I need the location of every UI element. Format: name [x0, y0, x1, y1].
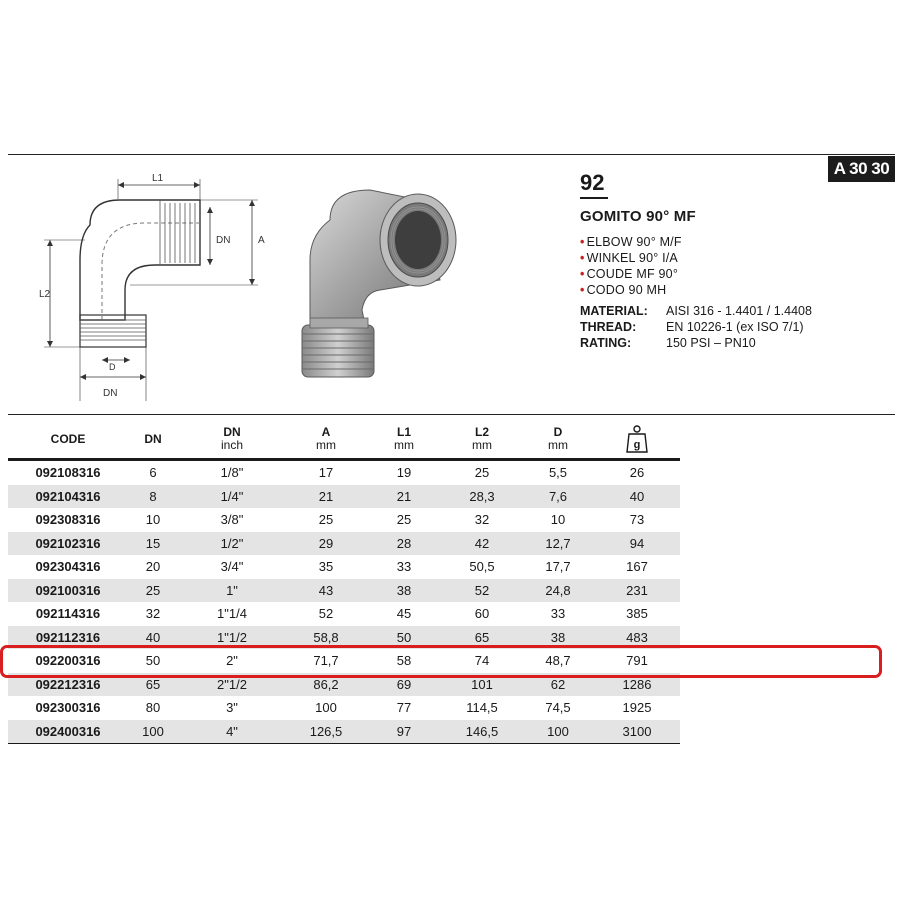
table-row — [8, 485, 680, 509]
table-row — [8, 460, 680, 485]
bullet-icon: • — [580, 251, 585, 265]
spec-thread: THREAD: EN 10226-1 (ex ISO 7/1) — [580, 320, 804, 334]
cell-code: 092112316 — [8, 626, 128, 650]
table-cell: 73 — [629, 512, 645, 528]
table-cell: 58 — [396, 653, 412, 669]
table-cell: 80 — [145, 700, 161, 716]
table-cell: 25 — [396, 512, 412, 528]
translation-item: • WINKEL 90° I/A — [580, 251, 678, 265]
label-l1: L1 — [152, 173, 164, 184]
table-cell: 74,5 — [545, 700, 571, 716]
weight-icon — [626, 424, 648, 454]
table-cell: 5,5 — [548, 465, 568, 481]
svg-text:g: g — [633, 439, 641, 451]
header-code: CODE — [50, 431, 86, 446]
table-cell: 8 — [128, 485, 178, 509]
table-cell: 1/8" — [220, 465, 244, 481]
table-cell: 32 — [474, 512, 490, 528]
table-row — [8, 720, 680, 744]
header-weight — [594, 420, 680, 460]
header-dn-inch: DN inch — [220, 425, 243, 452]
table-cell: 100 — [128, 720, 178, 744]
table-cell: 3/8" — [220, 512, 244, 528]
top-rule — [8, 154, 895, 155]
table-header-row — [8, 420, 680, 460]
product-photo — [290, 180, 480, 390]
cell-code: 092300316 — [35, 700, 101, 716]
cell-code: 092114316 — [35, 606, 101, 622]
mid-rule — [8, 414, 895, 415]
table-cell: 77 — [396, 700, 412, 716]
table-cell: 43 — [286, 579, 366, 603]
dimensions-table — [8, 420, 680, 744]
table-cell: 71,7 — [313, 653, 339, 669]
translation-item: • CODO 90 MH — [580, 283, 667, 297]
table-cell: 3/4" — [220, 559, 244, 575]
table-cell: 19 — [396, 465, 412, 481]
table-cell: 21 — [366, 485, 442, 509]
bullet-icon: • — [580, 235, 585, 249]
table-cell: 100 — [315, 700, 337, 716]
table-body — [8, 460, 680, 744]
table-cell: 7,6 — [522, 485, 594, 509]
table-cell: 1/2" — [178, 532, 286, 556]
table-cell: 38 — [522, 626, 594, 650]
table-cell: 25 — [128, 579, 178, 603]
table-cell: 52 — [442, 579, 522, 603]
table-cell: 48,7 — [545, 653, 571, 669]
table-cell: 2" — [226, 653, 238, 669]
translation-item: • ELBOW 90° M/F — [580, 235, 682, 249]
table-cell: 65 — [442, 626, 522, 650]
table-cell: 86,2 — [286, 673, 366, 697]
cell-code: 092108316 — [35, 465, 101, 481]
header-d: D mm — [548, 425, 568, 452]
product-number: 92 — [580, 170, 605, 195]
table-row — [8, 649, 680, 673]
cell-code: 092304316 — [35, 559, 101, 575]
table-cell: 385 — [626, 606, 648, 622]
table-cell: 25 — [474, 465, 490, 481]
table-cell: 33 — [396, 559, 412, 575]
table-cell: 231 — [594, 579, 680, 603]
table-cell: 1"1/2 — [178, 626, 286, 650]
table-cell: 2"1/2 — [178, 673, 286, 697]
table-cell: 69 — [366, 673, 442, 697]
table-cell: 12,7 — [522, 532, 594, 556]
table-cell: 62 — [522, 673, 594, 697]
cell-code: 092200316 — [35, 653, 101, 669]
table-cell: 17,7 — [545, 559, 571, 575]
label-l2: L2 — [39, 289, 51, 300]
translation-item: • COUDE MF 90° — [580, 267, 679, 281]
table-cell: 50,5 — [469, 559, 495, 575]
table-cell: 28 — [366, 532, 442, 556]
table-cell: 3" — [226, 700, 238, 716]
table-cell: 146,5 — [442, 720, 522, 744]
product-number-underline — [580, 197, 608, 199]
table-cell: 28,3 — [442, 485, 522, 509]
cell-code: 092400316 — [8, 720, 128, 744]
table-cell: 94 — [594, 532, 680, 556]
table-cell: 60 — [474, 606, 490, 622]
table-row — [8, 555, 680, 579]
label-dn-bottom: DN — [103, 388, 118, 399]
table-cell: 167 — [626, 559, 648, 575]
table-cell: 6 — [149, 465, 157, 481]
table-cell: 1925 — [622, 700, 652, 716]
header-dn: DN — [144, 431, 162, 446]
table-cell: 114,5 — [466, 700, 498, 716]
table-cell: 25 — [318, 512, 334, 528]
cell-code: 092100316 — [8, 579, 128, 603]
table-cell: 74 — [474, 653, 490, 669]
table-cell: 1" — [178, 579, 286, 603]
table-cell: 33 — [550, 606, 566, 622]
header-l2: L2 mm — [472, 425, 492, 452]
table-cell: 100 — [522, 720, 594, 744]
table-cell: 17 — [318, 465, 334, 481]
cell-code: 092104316 — [8, 485, 128, 509]
table-cell: 29 — [286, 532, 366, 556]
spec-material: MATERIAL: AISI 316 - 1.4401 / 1.4408 — [580, 304, 812, 318]
table-cell: 21 — [286, 485, 366, 509]
table-cell: 15 — [128, 532, 178, 556]
product-name: GOMITO 90° MF — [580, 208, 696, 225]
header-l1: L1 mm — [394, 425, 414, 452]
table-cell: 126,5 — [286, 720, 366, 744]
table-cell: 10 — [145, 512, 161, 528]
table-row — [8, 626, 680, 650]
table-cell: 58,8 — [286, 626, 366, 650]
table-cell: 20 — [145, 559, 161, 575]
cell-code: 092212316 — [8, 673, 128, 697]
spec-block — [580, 303, 812, 351]
table-cell: 40 — [594, 485, 680, 509]
table-row — [8, 579, 680, 603]
table-cell: 10 — [550, 512, 566, 528]
table-cell: 26 — [629, 465, 645, 481]
table-cell: 101 — [442, 673, 522, 697]
technical-drawing — [30, 165, 280, 410]
table-cell: 42 — [442, 532, 522, 556]
section-badge: A 30 30 — [828, 156, 895, 182]
table-cell: 4" — [178, 720, 286, 744]
translation-list — [580, 234, 682, 298]
table-cell: 791 — [626, 653, 648, 669]
table-cell: 65 — [128, 673, 178, 697]
table-cell: 32 — [145, 606, 161, 622]
table-cell: 50 — [145, 653, 161, 669]
table-cell: 1/4" — [178, 485, 286, 509]
table-row — [8, 696, 680, 720]
table-cell: 24,8 — [522, 579, 594, 603]
table-cell: 3100 — [594, 720, 680, 744]
spec-rating: RATING: 150 PSI – PN10 — [580, 336, 756, 350]
cell-code: 092102316 — [8, 532, 128, 556]
label-dn-vertical: DN — [216, 235, 231, 246]
table-cell: 45 — [396, 606, 412, 622]
cell-code: 092308316 — [35, 512, 101, 528]
table-cell: 52 — [318, 606, 334, 622]
bullet-icon: • — [580, 283, 585, 297]
table-cell: 97 — [366, 720, 442, 744]
table-row — [8, 508, 680, 532]
table-row — [8, 673, 680, 697]
table-cell: 40 — [128, 626, 178, 650]
table-cell: 35 — [318, 559, 334, 575]
table-cell: 38 — [366, 579, 442, 603]
label-d: D — [109, 362, 116, 372]
table-cell: 483 — [594, 626, 680, 650]
bullet-icon: • — [580, 267, 585, 281]
table-row — [8, 532, 680, 556]
table-cell: 1286 — [594, 673, 680, 697]
label-a: A — [258, 235, 265, 246]
header-a: A mm — [316, 425, 336, 452]
table-row — [8, 602, 680, 626]
table-cell: 1"1/4 — [217, 606, 247, 622]
table-cell: 50 — [366, 626, 442, 650]
